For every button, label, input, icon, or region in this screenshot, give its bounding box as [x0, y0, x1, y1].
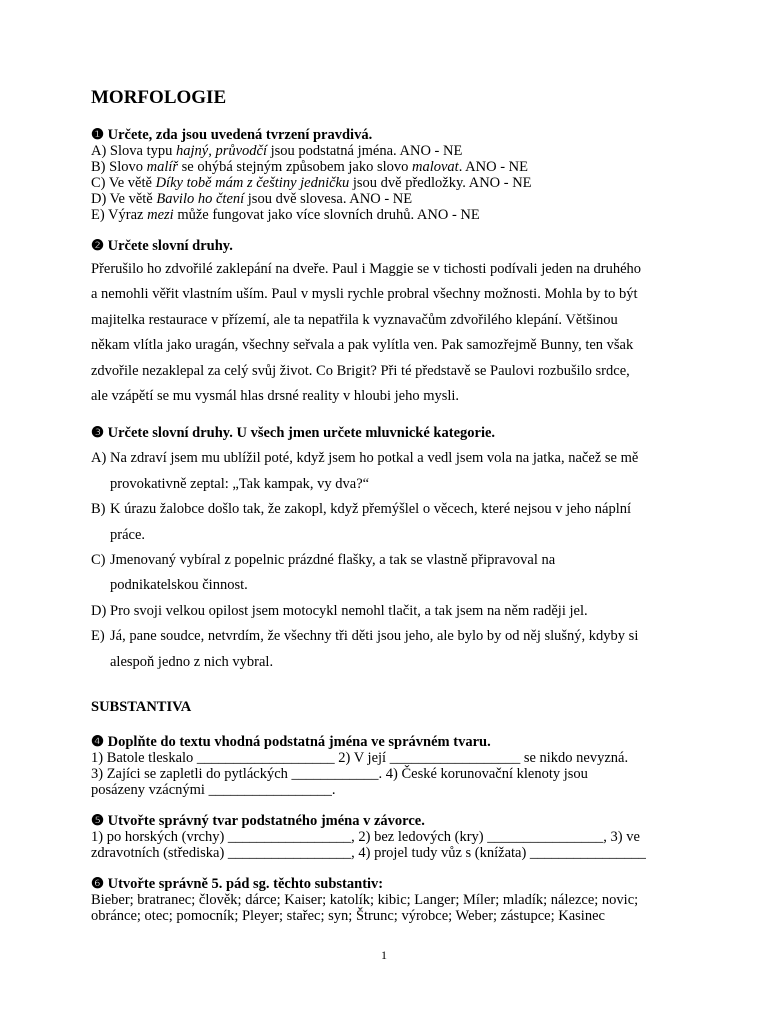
task-6-line: obránce; otec; pomocník; Pleyer; stařec; syn; Štrunc; výrobce; Weber; zástupce; Kasinec: [91, 908, 605, 925]
task-2-line: ale vzápětí se mu vysmál hlas drsné reality v hloubi jeho mysli.: [91, 388, 460, 405]
task-2-line: zdvořile nezaklepal za celý svůj život. Co Brigit? Při té představě se Paulovi rozbušilo srdce,: [91, 362, 630, 379]
section-heading: SUBSTANTIVA: [91, 699, 192, 716]
task-2-line: a nemohli věřit vlastním uším. Paul v mysli rychle probral všechny možnosti. Mohla by to být: [91, 286, 638, 303]
task-3-item-a: A) Na zdraví jsem mu ublížil poté, když jsem ho potkal a vedl jsem vola na jatka, načež se mě: [91, 450, 639, 467]
task-1: [91, 127, 691, 223]
task-1-item-a: A) Slova typu hajný, průvodčí jsou podstatná jména. ANO - NE: [91, 143, 463, 159]
task-1-item-e: E) Výraz mezi může fungovat jako více slovních druhů. ANO - NE: [91, 207, 480, 223]
task-6-line: Bieber; bratranec; člověk; dárce; Kaiser; katolík; kibic; Langer; Míler; mladík; nálezce; novic;: [91, 892, 639, 909]
task-4-line: 3) Zajíci se zapletli do pytláckých ____________. 4) České korunovační klenoty jsou: [91, 766, 588, 783]
task-3: [91, 425, 691, 675]
task-5: [91, 813, 691, 861]
task-2-title: ❷ Určete slovní druhy.: [91, 238, 233, 254]
task-4-line: posázeny vzácnými _________________.: [91, 782, 336, 799]
task-1-item-b: B) Slovo malíř se ohýbá stejným způsobem jako slovo malovat. ANO - NE: [91, 159, 528, 175]
task-3-item-d: D) Pro svoji velkou opilost jsem motocykl nemohl tlačit, a tak jsem na něm raději jel.: [91, 602, 588, 619]
task-5-title: ❺ Utvořte správný tvar podstatného jména v závorce.: [91, 813, 425, 830]
task-3-item-b: B) K úrazu žalobce došlo tak, že zakopl, když přemýšlel o věcech, které nejsou v jeho náplní: [91, 501, 632, 518]
task-5-line: zdravotních (střediska) _________________, 4) projel tudy vůz s (knížata) ________________: [91, 845, 646, 862]
task-4-title: ❹ Doplňte do textu vhodná podstatná jména ve správném tvaru.: [91, 734, 491, 751]
task-3-item-a-cont: provokativně zeptal: „Tak kampak, vy dva?“: [110, 475, 370, 492]
task-2: [91, 238, 691, 409]
task-3-item-c-cont: podnikatelskou činnost.: [110, 577, 248, 594]
task-3-item-e-cont: alespoň jedno z nich vybral.: [110, 653, 274, 670]
task-6: [91, 876, 691, 924]
task-6-title: ❻ Utvořte správně 5. pád sg. těchto substantiv:: [91, 876, 384, 893]
task-2-line: majitelka restaurace v přízemí, ale ta nepatřila k vyznavačům zdvořilého klepání. Většinou: [91, 311, 618, 328]
task-3-item-e: E) Já, pane soudce, netvrdím, že všechny tři děti jsou jeho, ale bylo by od něj slušný, kdyby si: [91, 628, 639, 645]
task-3-title: ❸ Určete slovní druhy. U všech jmen určete mluvnické kategorie.: [91, 425, 496, 442]
task-1-item-c: C) Ve větě Díky tobě mám z češtiny jedničku jsou dvě předložky. ANO - NE: [91, 175, 532, 191]
document-title: MORFOLOGIE: [91, 87, 227, 108]
task-3-item-c: C) Jmenovaný vybíral z popelnic prázdné flašky, a tak se vlastně připravoval na: [91, 552, 556, 569]
task-4-line: 1) Batole tleskalo ___________________ 2) V její __________________ se nikdo nevyzná.: [91, 750, 629, 767]
task-1-title: ❶ Určete, zda jsou uvedená tvrzení pravdivá.: [91, 127, 373, 143]
page-number: 1: [381, 948, 387, 962]
task-2-line: někam vlítla jako uragán, všechny seřvala a pak vylítla ven. Pak samozřejmě Bunny, ten však: [91, 337, 634, 354]
task-2-line: Přerušilo ho zdvořilé zaklepání na dveře. Paul i Maggie se v tichosti podívali jeden na druhého: [91, 261, 642, 277]
task-4: [91, 734, 691, 798]
task-5-line: 1) po horských (vrchy) _________________, 2) bez ledových (kry) ________________, 3) ve: [91, 829, 640, 846]
task-3-item-b-cont: práce.: [110, 526, 146, 543]
task-1-item-d: D) Ve větě Bavilo ho čtení jsou dvě slovesa. ANO - NE: [91, 191, 413, 207]
document-page: [91, 86, 691, 924]
